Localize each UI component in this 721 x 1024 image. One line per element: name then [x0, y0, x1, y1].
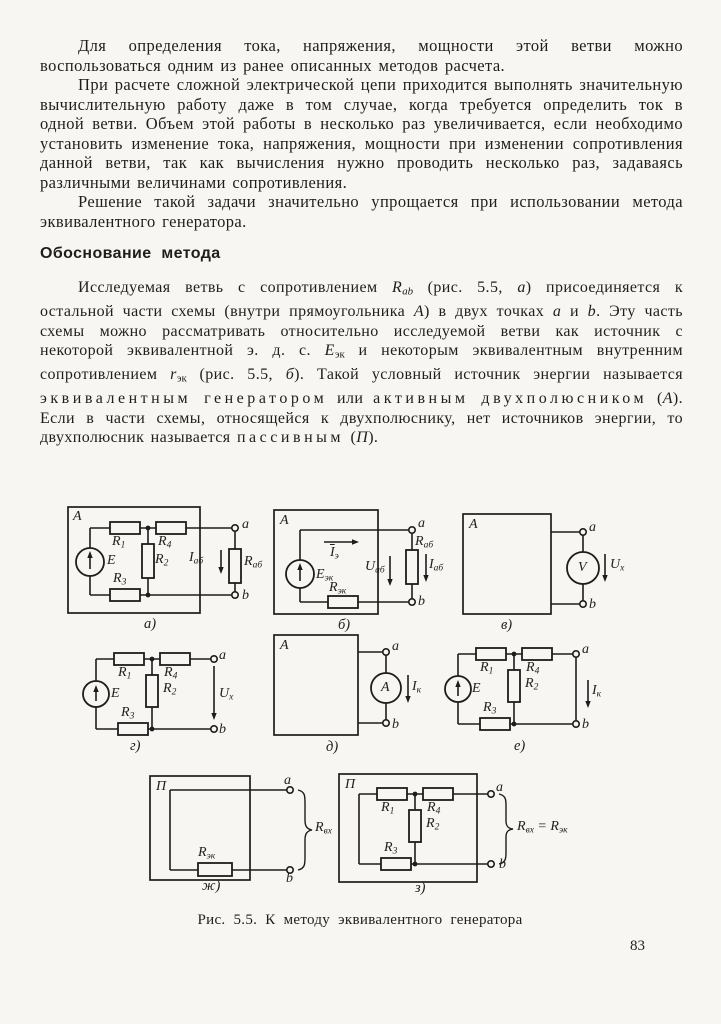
resistor-r1-label: R1	[381, 800, 395, 817]
resistor-r1-label: R1	[118, 665, 132, 682]
circuit-v-schematic	[455, 502, 635, 635]
circuit-g-schematic	[72, 643, 237, 755]
terminal-a	[383, 649, 389, 655]
text-block	[40, 36, 683, 448]
circuit-diagram-z	[333, 770, 578, 896]
voltage-uab-label: Uаб	[365, 559, 385, 576]
resistor-rek-label: Rэк	[198, 845, 216, 862]
resistor-rek	[198, 863, 232, 876]
terminal-b	[211, 726, 217, 732]
subfigure-g-caption: г)	[130, 738, 141, 754]
terminal-b-label: b	[219, 722, 226, 737]
terminal-b-label: b	[499, 857, 506, 872]
network-a-label: A	[469, 517, 478, 532]
terminal-a	[573, 651, 579, 657]
terminal-a-label: a	[589, 520, 596, 535]
resistor-r2	[142, 544, 154, 578]
resistor-r1	[476, 648, 506, 660]
resistor-r1-label: R1	[480, 660, 494, 677]
resistor-rek-label: Rэк	[329, 580, 347, 597]
section-heading: Обоснование метода	[40, 245, 221, 262]
circuit-diagram-e	[436, 640, 606, 755]
terminal-b-label: b	[582, 717, 589, 732]
network-a-label: A	[73, 509, 82, 524]
circuit-diagram-g	[72, 643, 237, 755]
current-ie-label: $\overline{I}э$	[330, 545, 339, 562]
circuit-d-schematic	[266, 633, 426, 755]
current-ik-label: Iк	[412, 679, 422, 696]
resistor-r2-label: R2	[155, 552, 169, 569]
subfigure-d-caption: д)	[326, 739, 339, 755]
terminal-a-label: a	[284, 773, 291, 788]
subfigure-v-caption: в)	[501, 617, 513, 633]
subfigure-zh-caption: ж)	[202, 878, 221, 894]
network-p-label: П	[345, 777, 356, 792]
paragraph-2: При расчете сложной электрической цепи приходится выполнять значительную вычислительную работу даже в том случае, когда требуется определить ток в одной ветви. Объем этой работы в несколько раз увеличивается, если необходимо установить изменение тока, напряжения, мощности при изменении сопротивления данной ветви, так как вычисления нужно проводить несколько раз, задаваясь различными величинами сопротивления.	[40, 75, 683, 192]
resistor-r1	[110, 522, 140, 534]
terminal-b-label: b	[286, 871, 293, 886]
resistance-rvh-eq-label: Rвх = Rэк	[517, 819, 568, 836]
resistor-r2-label: R2	[525, 676, 539, 693]
source-eek-label: Eэк	[316, 567, 334, 584]
circuit-diagram-zh	[138, 770, 332, 894]
network-a-label: A	[280, 513, 289, 528]
voltage-ux-label: Uх	[219, 686, 234, 703]
resistor-r2	[146, 675, 158, 707]
network-a-label: A	[280, 638, 289, 653]
current-iab-label: Iаб	[189, 550, 204, 567]
subfigure-e-caption: е)	[514, 738, 526, 754]
terminal-b	[488, 861, 494, 867]
source-e-label: E	[111, 686, 120, 701]
resistor-r3-label: R3	[384, 840, 398, 857]
resistor-r1-label: R1	[112, 534, 126, 551]
terminal-a-label: a	[242, 517, 249, 532]
terminal-b	[232, 592, 238, 598]
terminal-a	[409, 527, 415, 533]
brace	[298, 790, 312, 870]
resistor-r3-label: R3	[113, 571, 127, 588]
resistor-r3	[381, 858, 411, 870]
terminal-a	[488, 791, 494, 797]
resistor-r2	[409, 810, 421, 842]
subfigure-a-caption: а)	[144, 616, 157, 632]
resistor-r3	[480, 718, 510, 730]
resistor-rab	[229, 549, 241, 583]
ammeter-letter: A	[381, 680, 390, 695]
page-number: 83	[630, 938, 645, 954]
resistor-r4-label: R4	[158, 534, 172, 551]
resistor-r4	[423, 788, 453, 800]
terminal-a-label: a	[392, 639, 399, 654]
resistor-rab-label: Rаб	[415, 534, 434, 551]
terminal-b	[573, 721, 579, 727]
figure-5-5	[0, 500, 721, 950]
source-e-label: E	[472, 681, 481, 696]
terminal-a-label: a	[418, 516, 425, 531]
resistor-r4	[156, 522, 186, 534]
source-e-label: E	[107, 553, 116, 568]
voltage-ux-label: Uх	[610, 557, 625, 574]
terminal-a	[211, 656, 217, 662]
figure-caption: Рис. 5.5. К методу эквивалентного генератора	[197, 912, 523, 928]
resistor-rek	[328, 596, 358, 608]
circuit-diagram-a	[58, 502, 263, 635]
resistor-r4-label: R4	[526, 660, 540, 677]
circuit-diagram-v	[455, 502, 635, 635]
terminal-a-label: a	[582, 642, 589, 657]
terminal-b-label: b	[242, 588, 249, 603]
terminal-a-label: a	[219, 648, 226, 663]
resistor-r3	[110, 589, 140, 601]
resistor-r2	[508, 670, 520, 702]
subfigure-z-caption: з)	[415, 880, 426, 896]
resistor-r1	[114, 653, 144, 665]
resistor-r2-label: R2	[426, 816, 440, 833]
brace	[499, 794, 513, 864]
resistor-rab	[406, 550, 418, 584]
resistor-r3-label: R3	[483, 700, 497, 717]
terminal-b-label: b	[589, 597, 596, 612]
current-ik-label: Iк	[592, 683, 602, 700]
resistor-rab-label: Rаб	[244, 554, 263, 571]
subfigure-b-caption: б)	[338, 617, 351, 633]
resistor-r4	[522, 648, 552, 660]
terminal-a	[232, 525, 238, 531]
paragraph-1: Для определения тока, напряжения, мощности этой ветви можно воспользоваться одним из ранее описанных методов расчета.	[40, 36, 683, 75]
paragraph-4: Исследуемая ветвь с сопротивлением Rab (рис. 5.5, а) присоединяется к остальной части схемы (внутри прямоугольника А) в двух точках a и b. Эту часть схемы можно рассматривать относительно исследуемой ветви как источник с некоторой эквивалентной э. д. с. Eэк и некоторым эквивалентным внутренним сопротивлением rэк (рис. 5.5, б). Такой условный источник энергии называется эквивалентным генератором или активным двухполюсником (А). Если в части схемы, относящейся к двухполюснику, нет источников энергии, то двухполюсник называется пассивным (П).	[40, 279, 684, 447]
circuit-diagram-d	[266, 633, 426, 755]
resistor-r4-label: R4	[427, 800, 441, 817]
terminal-b	[409, 599, 415, 605]
resistor-r3	[118, 723, 148, 735]
resistor-r2-label: R2	[163, 681, 177, 698]
resistance-rvh-label: Rвх	[315, 820, 332, 837]
terminal-b	[383, 720, 389, 726]
terminal-b-label: b	[392, 717, 399, 732]
two-terminal-network-box	[274, 510, 378, 614]
resistor-r4	[160, 653, 190, 665]
resistor-r4-label: R4	[164, 665, 178, 682]
current-iab-label: Iаб	[429, 557, 444, 574]
network-p-label: П	[156, 779, 167, 794]
terminal-a-label: a	[496, 780, 503, 795]
circuit-diagram-b	[266, 502, 451, 635]
terminal-b	[580, 601, 586, 607]
terminal-b-label: b	[418, 594, 425, 609]
terminal-a	[580, 529, 586, 535]
paragraph-3: Решение такой задачи значительно упрощается при использовании метода эквивалентного генератора.	[40, 192, 683, 231]
circuit-zh-schematic	[138, 770, 328, 892]
voltmeter-letter: V	[578, 560, 587, 575]
resistor-r1	[377, 788, 407, 800]
resistor-r3-label: R3	[121, 705, 135, 722]
